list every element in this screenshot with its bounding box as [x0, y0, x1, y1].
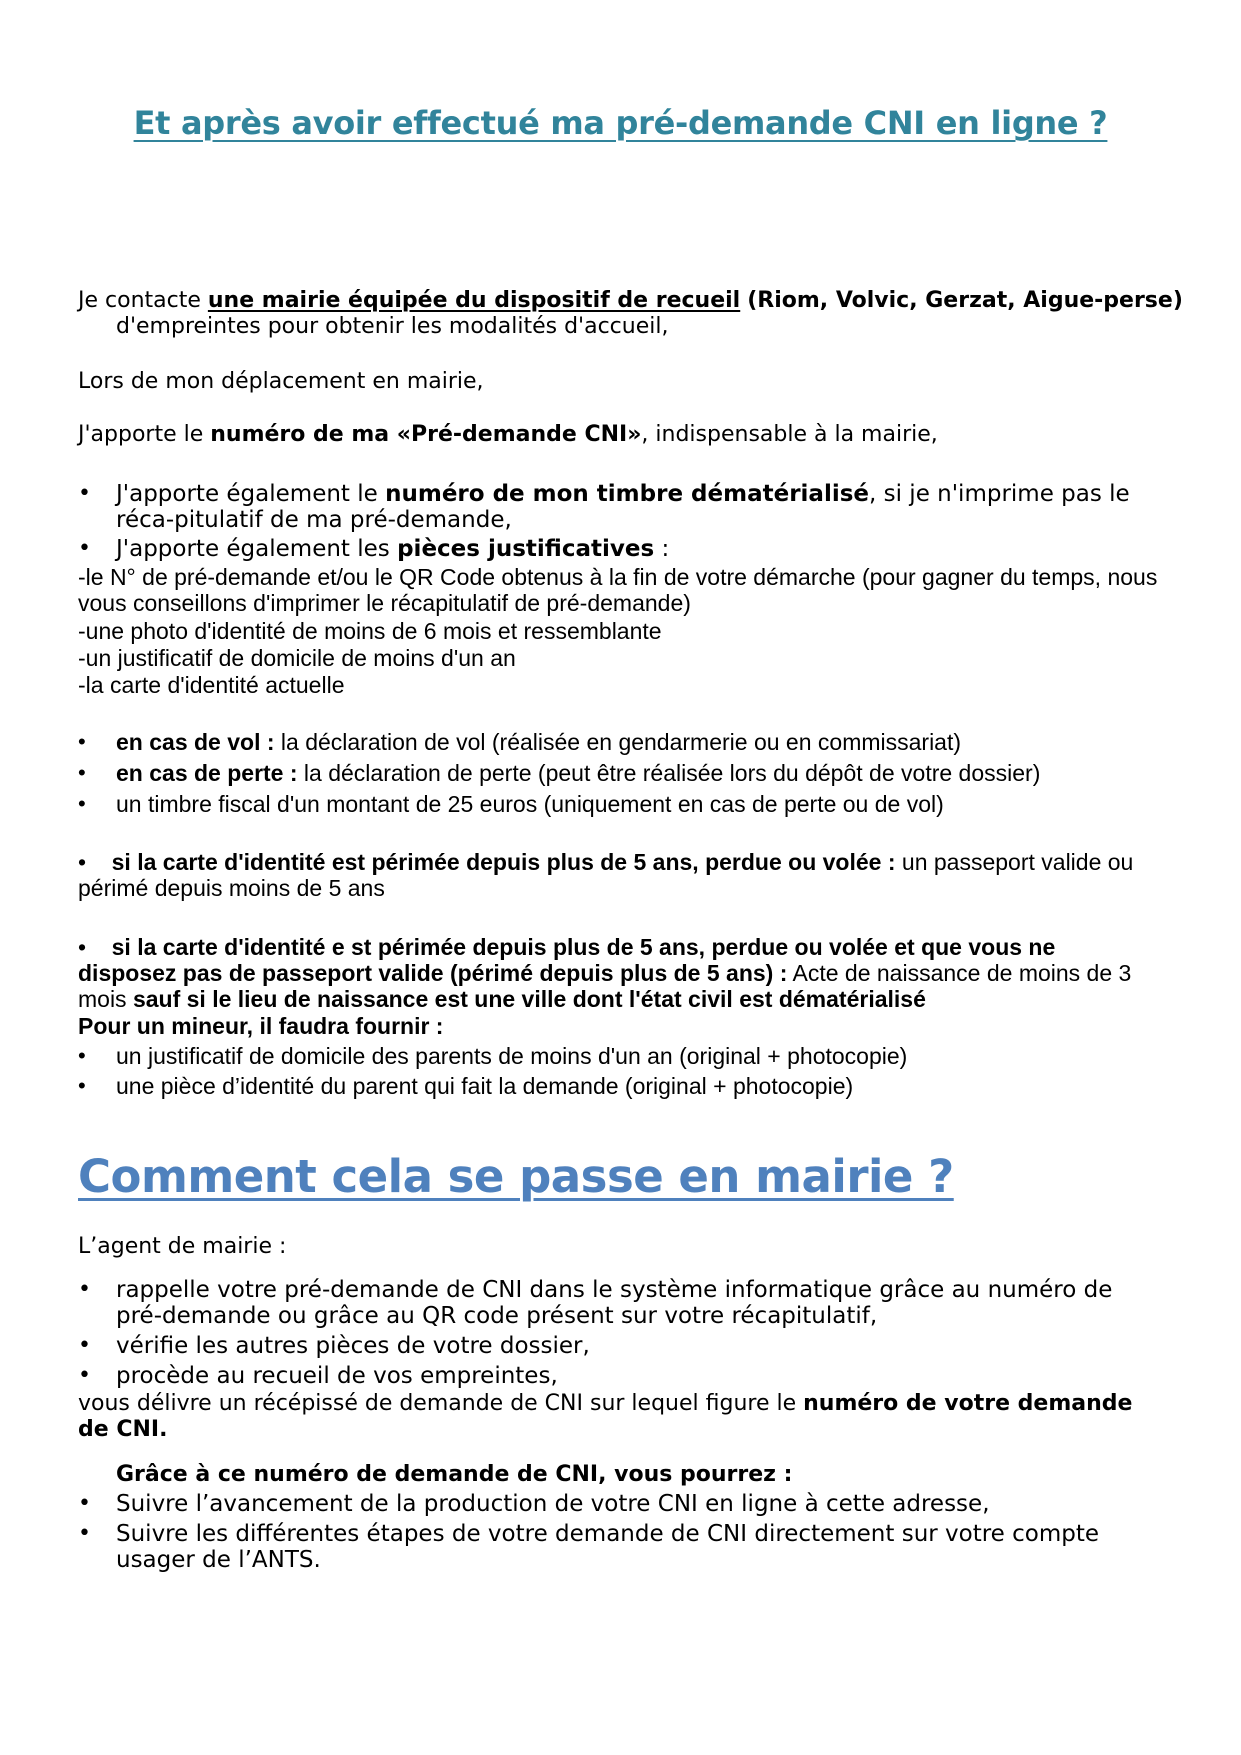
- list-item: • vérifie les autres pièces de votre dossier,: [78, 1333, 590, 1359]
- grace-heading: Grâce à ce numéro de demande de CNI, vous pourrez :: [116, 1462, 793, 1487]
- list-item: • un timbre fiscal d'un montant de 25 euros (uniquement en cas de perte ou de vol): [78, 791, 944, 817]
- bullet-icon: •: [78, 934, 87, 960]
- bullet-icon: •: [78, 729, 86, 754]
- piece-item: -une photo d'identité de moins de 6 mois et ressemblante: [78, 618, 662, 644]
- list-item: • J'apporte également les pièces justificatives :: [78, 536, 670, 562]
- page-title: Et après avoir effectué ma pré-demande CNI en ligne ?: [133, 104, 1108, 142]
- list-item: • une pièce d’identité du parent qui fait la demande (original + photocopie): [78, 1073, 854, 1099]
- bullet-icon: •: [78, 481, 91, 506]
- perimee2-paragraph: • si la carte d'identité e st périmée depuis plus de 5 ans, perdue ou volée et que vous ne disposez pas de passeport valide (périmé depuis plus de 5 ans) : Acte de naissance de moins de 3 mois sauf si le lieu de naissance est une ville dont l'état civil est dématérialisé: [78, 934, 1132, 1012]
- bullet-icon: •: [78, 760, 86, 785]
- bullet-icon: •: [78, 1073, 86, 1098]
- apporte-prefix: J'apporte le: [78, 422, 211, 447]
- deplacement-text: Lors de mon déplacement en mairie,: [78, 369, 484, 394]
- bullet-icon: •: [78, 791, 86, 816]
- contact-paragraph: [78, 288, 1196, 340]
- apporte-suffix: , indispensable à la mairie,: [641, 422, 938, 447]
- list-item: • en cas de vol : la déclaration de vol (réalisée en gendarmerie ou en commissariat): [78, 729, 962, 755]
- mineur-heading: Pour un mineur, il faudra fournir :: [78, 1013, 444, 1039]
- bullet-icon: •: [78, 1043, 86, 1068]
- contact-prefix: Je contacte: [78, 288, 208, 313]
- bullet-icon: •: [78, 1363, 91, 1388]
- list-item: • Suivre l’avancement de la production de votre CNI en ligne à cette adresse,: [78, 1491, 990, 1517]
- bullet-icon: •: [78, 536, 91, 561]
- recepisse-paragraph: vous délivre un récépissé de demande de CNI sur lequel figure le numéro de votre demande de CNI.: [78, 1391, 1133, 1442]
- piece-item: -le N° de pré-demande et/ou le QR Code obtenus à la fin de votre démarche (pour gagner du temps, nous vous conseillons d'imprimer le récapitulatif de pré-demande): [78, 564, 1158, 616]
- towns-text: (Riom, Volvic, Gerzat, Aigue-perse): [747, 288, 1183, 313]
- bullet-icon: •: [78, 1521, 91, 1546]
- list-item: • Suivre les différentes étapes de votre demande de CNI directement sur votre compte usager de l’ANTS.: [78, 1521, 1100, 1573]
- numero-predemande: numéro de ma «Pré-demande CNI»: [210, 422, 642, 447]
- list-item: • rappelle votre pré-demande de CNI dans le système informatique grâce au numéro de pré-demande ou grâce au QR code présent sur votre récapitulatif,: [78, 1277, 1113, 1329]
- piece-item: -un justificatif de domicile de moins d'un an: [78, 645, 516, 671]
- bullet-icon: •: [78, 1491, 91, 1516]
- apporte-paragraph: [78, 422, 1158, 448]
- perimee-paragraph: • si la carte d'identité est périmée depuis plus de 5 ans, perdue ou volée : un passeport valide ou périmé depuis moins de 5 ans: [78, 849, 1134, 901]
- list-item: • procède au recueil de vos empreintes,: [78, 1363, 558, 1389]
- list-item: • J'apporte également le numéro de mon timbre dématérialisé, si je n'imprime pas le réca-pitulatif de ma pré-demande,: [78, 481, 1130, 533]
- list-item: • un justificatif de domicile des parents de moins d'un an (original + photocopie): [78, 1043, 908, 1069]
- contact-suffix: d'empreintes pour obtenir les modalités d'accueil,: [116, 314, 669, 339]
- agent-text: L’agent de mairie :: [78, 1234, 287, 1259]
- section-title: Comment cela se passe en mairie ?: [78, 1150, 954, 1203]
- bullet-icon: •: [78, 1277, 91, 1302]
- piece-item: -la carte d'identité actuelle: [78, 672, 345, 698]
- bullet-icon: •: [78, 849, 87, 875]
- bullet-icon: •: [78, 1333, 91, 1358]
- mairie-link[interactable]: une mairie équipée du dispositif de recueil: [207, 288, 741, 313]
- list-item: • en cas de perte : la déclaration de perte (peut être réalisée lors du dépôt de votre dossier): [78, 760, 1041, 786]
